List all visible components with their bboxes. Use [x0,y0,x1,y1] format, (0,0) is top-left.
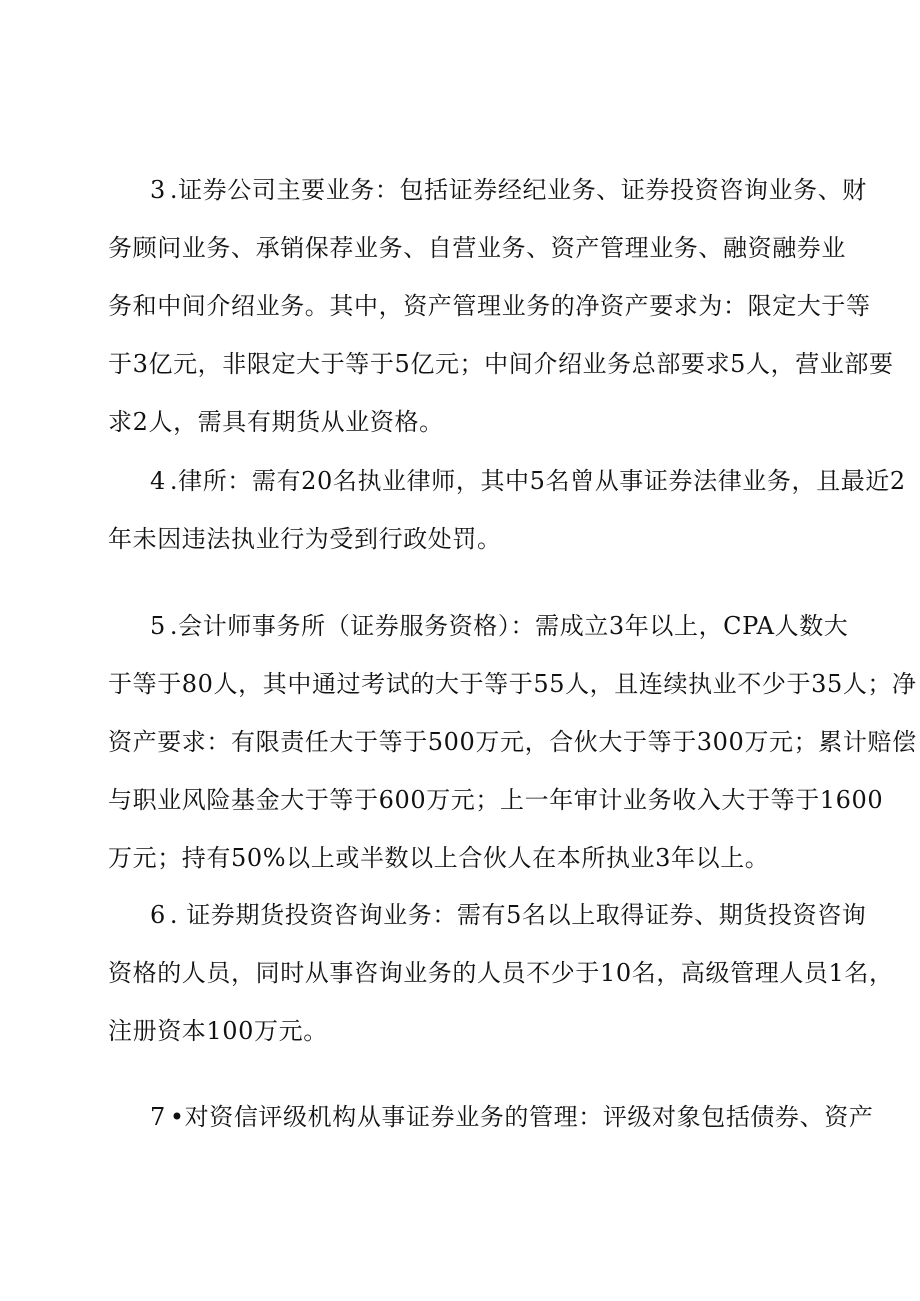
line-text: . 证券期货投资咨询业务：需有5名以上取得证券、期货投资咨询 [169,901,867,929]
paragraph-number: 7 [150,1103,166,1131]
paragraph-line [108,1088,874,1146]
paragraph-line: 年未因违法执业行为受到行政处罚。 [108,525,502,553]
paragraph-4 [108,452,906,568]
paragraph-line [108,161,867,219]
paragraph-line [108,452,906,510]
paragraph-line [108,886,867,944]
paragraph-line [108,597,849,655]
line-text: •对资信评级机构从事证券业务的管理：评级对象包括债券、资产 [169,1103,874,1131]
paragraph-3 [108,161,894,451]
paragraph-line: 注册资本100万元。 [108,1017,328,1045]
paragraph-line: 万元；持有50%以上或半数以上合伙人在本所执业3年以上。 [108,844,770,872]
paragraph-number: 3 [150,176,166,204]
paragraph-line: 与职业风险基金大于等于600万元；上一年审计业务收入大于等于1600 [108,786,884,814]
paragraph-line: 于3亿元，非限定大于等于5亿元；中间介绍业务总部要求5人，营业部要 [108,350,894,378]
paragraph-6 [108,886,894,1060]
paragraph-line: 务和中间介绍业务。其中，资产管理业务的净资产要求为：限定大于等 [108,292,871,320]
paragraph-line: 资产要求：有限责任大于等于500万元，合伙大于等于300万元；累计赔偿 [108,728,917,756]
paragraph-line: 于等于80人，其中通过考试的大于等于55人，且连续执业不少于35人；净 [108,670,917,698]
line-text: .律所：需有20名执业律师，其中5名曾从事证券法律业务，且最近2 [169,467,906,495]
line-text: .会计师事务所（证券服务资格）：需成立3年以上，CPA人数大 [169,612,849,640]
line-text: .证券公司主要业务：包括证券经纪业务、证券投资咨询业务、财 [169,176,867,204]
paragraph-line: 资格的人员，同时从事咨询业务的人员不少于10名，高级管理人员1名， [108,959,894,987]
paragraph-line: 务顾问业务、承销保荐业务、自营业务、资产管理业务、融资融券业 [108,234,846,262]
paragraph-number: 6 [150,901,166,929]
paragraph-number: 4 [150,467,166,495]
paragraph-line: 求2人，需具有期货从业资格。 [108,408,444,436]
paragraph-number: 5 [150,612,166,640]
paragraph-5 [108,597,917,887]
paragraph-7 [108,1088,874,1146]
